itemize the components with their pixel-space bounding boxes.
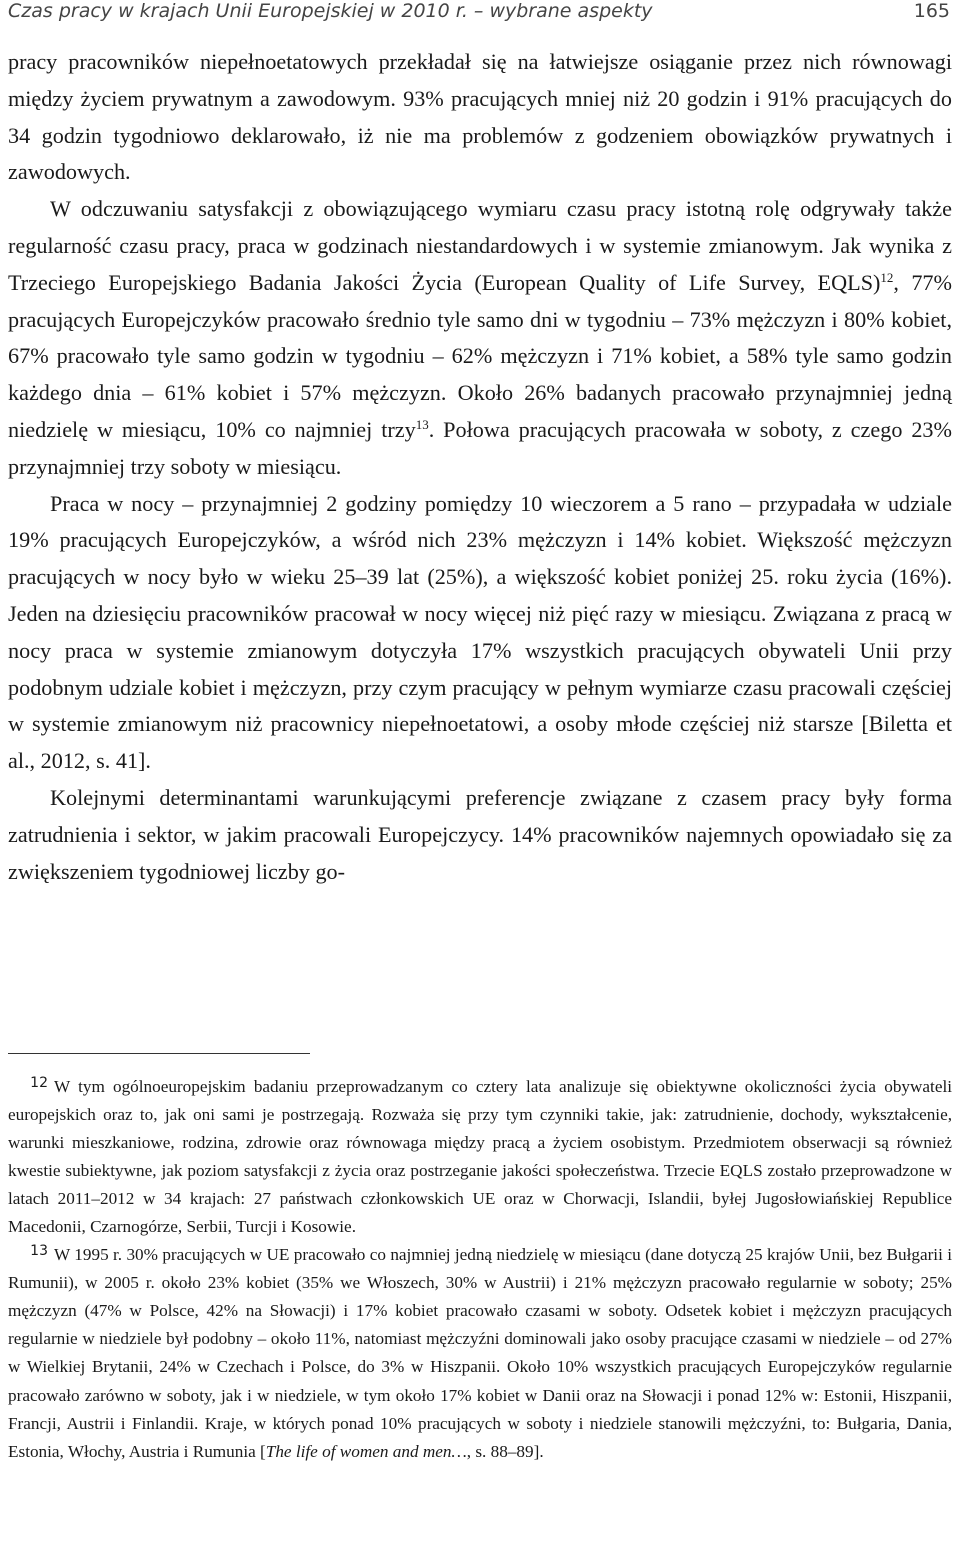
footnote-separator — [8, 1053, 310, 1054]
main-text — [8, 44, 952, 890]
paragraph-4-text: Kolejnymi determinantami warunkującymi preferencje związane z czasem pracy były forma zatrudnienia i sektor, w jakim pracowali Europejczycy. 14% pracowników najemnych opowiadało się za zwiększeniem tygodniowej liczby go- — [8, 784, 952, 884]
running-title: Czas pracy w krajach Unii Europejskiej w 2010 r. – wybrane aspekty — [8, 0, 653, 22]
footnote-12-text: W tym ogólnoeuropejskim badaniu przeprowadzanym co cztery lata analizuje się obiektywne okoliczności życia obywateli europejskich oraz to, jak oni sami je postrzegają. Rozważa się przy tym czynniki takie, jak: zatrudnienie, dochody, wykształcenie, warunki mieszkaniowe, rodzina, zdrowie oraz równowaga między pracą a życiem osobistym. Przedmiotem obserwacji są również kwestie subiektywne, jak poziom satysfakcji z życia oraz postrzeganie jakości społeczeństwa. Trzecie EQLS zostało przeprowadzone w latach 2011–2012 w 34 krajach: 27 państwach członkowskich UE oraz w Chorwacji, Islandii, byłej Jugosłowiańskiej Republice Macedonii, Czarnogórze, Serbii, Turcji i Kosowie. — [8, 1077, 952, 1237]
paragraph-2 — [8, 191, 952, 485]
footnotes — [8, 1073, 952, 1466]
page-number: 165 — [913, 0, 950, 22]
paragraph-2-text-c: . Połowa pracujących pracowała w soboty, z czego 23% przynajmniej trzy soboty w miesiącu. — [8, 416, 952, 479]
footnote-12: 12 W tym ogólnoeuropejskim badaniu przeprowadzanym co cztery lata analizuje się obiektywne okoliczności życia obywateli europejskich oraz to, jak oni sami je postrzegają. Rozważa się przy tym czynniki takie, jak: zatrudnienie, dochody, wykształcenie, warunki mieszkaniowe, rodzina, zdrowie oraz równowaga między pracą a życiem osobistym. Przedmiotem obserwacji są również kwestie subiektywne, jak poziom satysfakcji z życia oraz postrzeganie jakości społeczeństwa. Trzecie EQLS zostało przeprowadzone w latach 2011–2012 w 34 krajach: 27 państwach członkowskich UE oraz w Chorwacji, Islandii, byłej Jugosłowiańskiej Republice Macedonii, Czarnogórze, Serbii, Turcji i Kosowie. — [8, 1075, 952, 1237]
running-header — [8, 0, 952, 28]
paragraph-2-text-b: , 77% pracujących Europejczyków pracowało średnio tyle samo dni w tygodniu – 73% mężczyzn i 80% kobiet, 67% pracowało tyle samo godzin w tygodniu – 62% mężczyzn i 71% kobiet, a 58% tyle samo godzin każdego dnia – 61% kobiet i 57% mężczyzn. Około 26% badanych pracowało przynajmniej jedną niedzielę w miesiącu, 10% co najmniej trzy — [8, 269, 953, 442]
paragraph-3-text: Praca w nocy – przynajmniej 2 godziny pomiędzy 10 wieczorem a 5 rano – przypadała w udziale 19% pracujących Europejczyków, a wśród nich 23% mężczyzn i 14% kobiet. Większość mężczyzn pracujących w nocy było w wieku 25–39 lat (25%), a większość kobiet poniżej 25. roku życia (16%). Jeden na dziesięciu pracowników pracował w nocy więcej niż pięć razy w miesiącu. Związana z pracą w nocy praca w systemie zmianowym dotyczyła 17% wszystkich pracujących obywateli Unii przy podobnym udziale kobiet i mężczyzn, przy czym pracujący w pełnym wymiarze czasu pracowali częściej w systemie zmianowym niż pracownicy niepełnoetatowi, a osoby młode częściej niż starsze [Biletta et al., 2012, s. 41]. — [8, 490, 952, 774]
paragraph-2-text-a: W odczuwaniu satysfakcji z obowiązującego wymiaru czasu pracy istotną rolę odgrywały także regularność czasu pracy, praca w godzinach niestandardowych i w systemie zmianowym. Jak wynika z Trzeciego Europejskiego Badania Jakości Życia (European Quality of Life Survey, EQLS) — [8, 196, 952, 295]
footnote-ref-12[interactable]: 12 — [880, 269, 894, 285]
paragraph-1-text: pracy pracowników niepełnoetatowych przekładał się na łatwiejsze osiąganie przez nich równowagi między życiem prywatnym a zawodowym. 93% pracujących mniej niż 20 godzin i 91% pracujących do 34 godzin tygodniowo deklarowało, iż nie ma problemów z godzeniem obowiązków prywatnych i zawodowych. — [8, 49, 952, 185]
paragraph-4 — [8, 780, 952, 890]
footnote-ref-13[interactable]: 13 — [415, 416, 429, 432]
cited-title: The life of women and men… — [265, 1441, 467, 1461]
paragraph-1 — [8, 44, 952, 191]
paragraph-3 — [8, 486, 952, 780]
footnote-13: 13 W 1995 r. 30% pracujących w UE pracowało co najmniej jedną niedzielę w miesiącu (dane dotyczą 25 krajów Unii, bez Bułgarii i Rumunii), w 2005 r. około 23% kobiet (35% we Włoszech, 30% w Austrii) i 21% mężczyzn pracowało regularnie w soboty; 25% mężczyzn (47% w Polsce, 42% na Słowacji) i 17% kobiet pracowało czasami w soboty. Odsetek kobiet i mężczyzn pracujących regularnie w niedziele był podobny – około 11%, natomiast mężczyźni dominowali jako osoby pracujące czasami w niedziele – od 27% w Wielkiej Brytanii, 24% w Czechach i Polsce, do 3% w Hiszpanii. Około 10% wszystkich pracujących Europejczyków regularnie pracowało zarówno w soboty, jak i w niedziele, w tym około 17% kobiet w Danii oraz na Słowacji i ponad 12% w: Estonii, Hiszpanii, Francji, Austrii i Finlandii. Kraje, w których ponad 10% pracujących w soboty i niedziele stanowili mężczyźni, to: Bułgaria, Dania, Estonia, Włochy, Austria i Rumunia [The life of women and men…, s. 88–89]. — [8, 1243, 952, 1461]
footnote-13-text-a: W 1995 r. 30% pracujących w UE pracowało co najmniej jedną niedzielę w miesiącu (dane dotyczą 25 krajów Unii, bez Bułgarii i Rumunii), w 2005 r. około 23% kobiet (35% we Włoszech, 30% w Austrii) i 21% mężczyzn pracowało regularnie w soboty; 25% mężczyzn (47% w Polsce, 42% na Słowacji) i 17% kobiet pracowało czasami w soboty. Odsetek kobiet i mężczyzn pracujących regularnie w niedziele był podobny – około 11%, natomiast mężczyźni dominowali jako osoby pracujące czasami w niedziele – od 27% w Wielkiej Brytanii, 24% w Czechach i Polsce, do 3% w Hiszpanii. Około 10% wszystkich pracujących Europejczyków regularnie pracowało zarówno w soboty, jak i w niedziele, w tym około 17% kobiet w Danii oraz na Słowacji i ponad 12% w: Estonii, Hiszpanii, Francji, Austrii i Finlandii. Kraje, w których ponad 10% pracujących w soboty i niedziele stanowili mężczyźni, to: Bułgaria, Dania, Estonia, Włochy, Austria i Rumunia [ — [8, 1245, 952, 1461]
footnote-13-text-b: , s. 88–89]. — [466, 1441, 544, 1461]
